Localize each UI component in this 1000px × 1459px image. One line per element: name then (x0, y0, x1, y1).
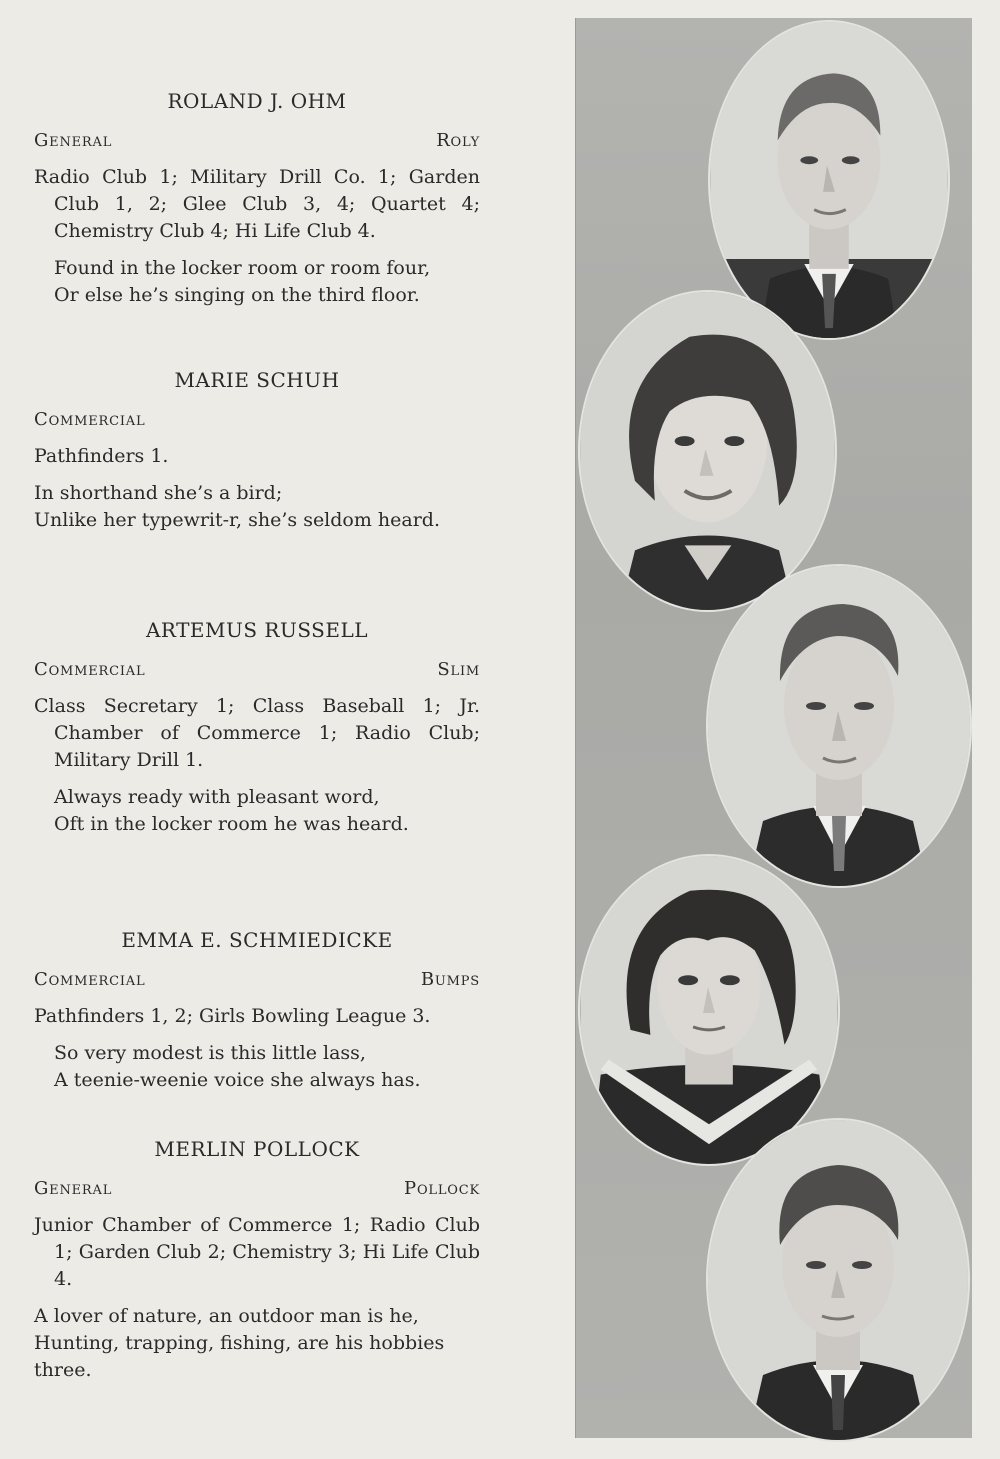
poem (34, 784, 480, 838)
nickname: Pollock (404, 1178, 480, 1199)
portrait-marie-schuh (578, 290, 837, 612)
course-label: Commercial (34, 659, 146, 680)
entry-emma-schmiedicke (34, 927, 480, 1094)
course-label: General (34, 1178, 113, 1199)
entry-marie-schuh (34, 367, 480, 534)
poem (34, 255, 480, 309)
female-portrait-image (580, 856, 838, 1164)
entry-merlin-pollock (34, 1136, 480, 1384)
poem-line: In shorthand she’s a bird; (34, 482, 283, 504)
portrait-roland-ohm (708, 20, 950, 340)
course-label: General (34, 130, 113, 151)
poem-line: Or else he’s singing on the third floor. (54, 284, 420, 306)
course-row (34, 127, 480, 154)
nickname: Slim (437, 659, 480, 680)
poem-line: Hunting, trapping, fishing, are his hobbies (34, 1332, 445, 1354)
poem-line: Found in the locker room or room four, (54, 257, 431, 279)
poem-line: Unlike her typewrit-r, she’s seldom heard. (34, 509, 441, 531)
poem (34, 480, 480, 534)
male-portrait-image (710, 22, 948, 338)
poem-line: So very modest is this little lass, (54, 1042, 366, 1064)
poem-line: A teenie-weenie voice she always has. (54, 1069, 421, 1091)
student-name: MARIE SCHUH (174, 368, 340, 392)
activities-list: Radio Club 1; Military Drill Co. 1; Garden Club 1, 2; Glee Club 3, 4; Quartet 4; Chemistry Club 4; Hi Life Club 4. (34, 166, 480, 242)
female-portrait-image (580, 292, 835, 610)
activities-list: Pathfinders 1, 2; Girls Bowling League 3. (34, 1005, 431, 1027)
poem (34, 1040, 480, 1094)
student-name: MERLIN POLLOCK (154, 1137, 360, 1161)
portrait-merlin-pollock (706, 1118, 970, 1442)
portrait-emma-schmiedicke (578, 854, 840, 1166)
course-row (34, 1175, 480, 1202)
poem (34, 1303, 480, 1384)
activities-list: Junior Chamber of Commerce 1; Radio Club 1; Garden Club 2; Chemistry 3; Hi Life Club 4. (34, 1214, 480, 1290)
student-name: ARTEMUS RUSSELL (145, 618, 369, 642)
course-row (34, 406, 480, 433)
activities-list: Class Secretary 1; Class Baseball 1; Jr. Chamber of Commerce 1; Radio Club; Military Drill 1. (34, 695, 480, 771)
nickname: Bumps (420, 969, 480, 990)
student-name: ROLAND J. OHM (167, 89, 347, 113)
photo-strip (575, 18, 972, 1438)
entry-artemus-russell (34, 617, 480, 838)
student-name: EMMA E. SCHMIEDICKE (121, 928, 393, 952)
poem-line: Always ready with pleasant word, (54, 786, 380, 808)
course-label: Commercial (34, 409, 146, 430)
activities-list: Pathfinders 1. (34, 445, 169, 467)
course-label: Commercial (34, 969, 146, 990)
poem-line: Oft in the locker room he was heard. (54, 813, 409, 835)
portrait-artemus-russell (706, 564, 972, 888)
poem-line: three. (34, 1359, 92, 1381)
entry-roland-ohm (34, 88, 480, 309)
course-row (34, 966, 480, 993)
poem-line: A lover of nature, an outdoor man is he, (34, 1305, 419, 1327)
course-row (34, 656, 480, 683)
nickname: Roly (436, 130, 480, 151)
male-portrait-image (708, 1120, 968, 1440)
male-portrait-image (708, 566, 970, 886)
